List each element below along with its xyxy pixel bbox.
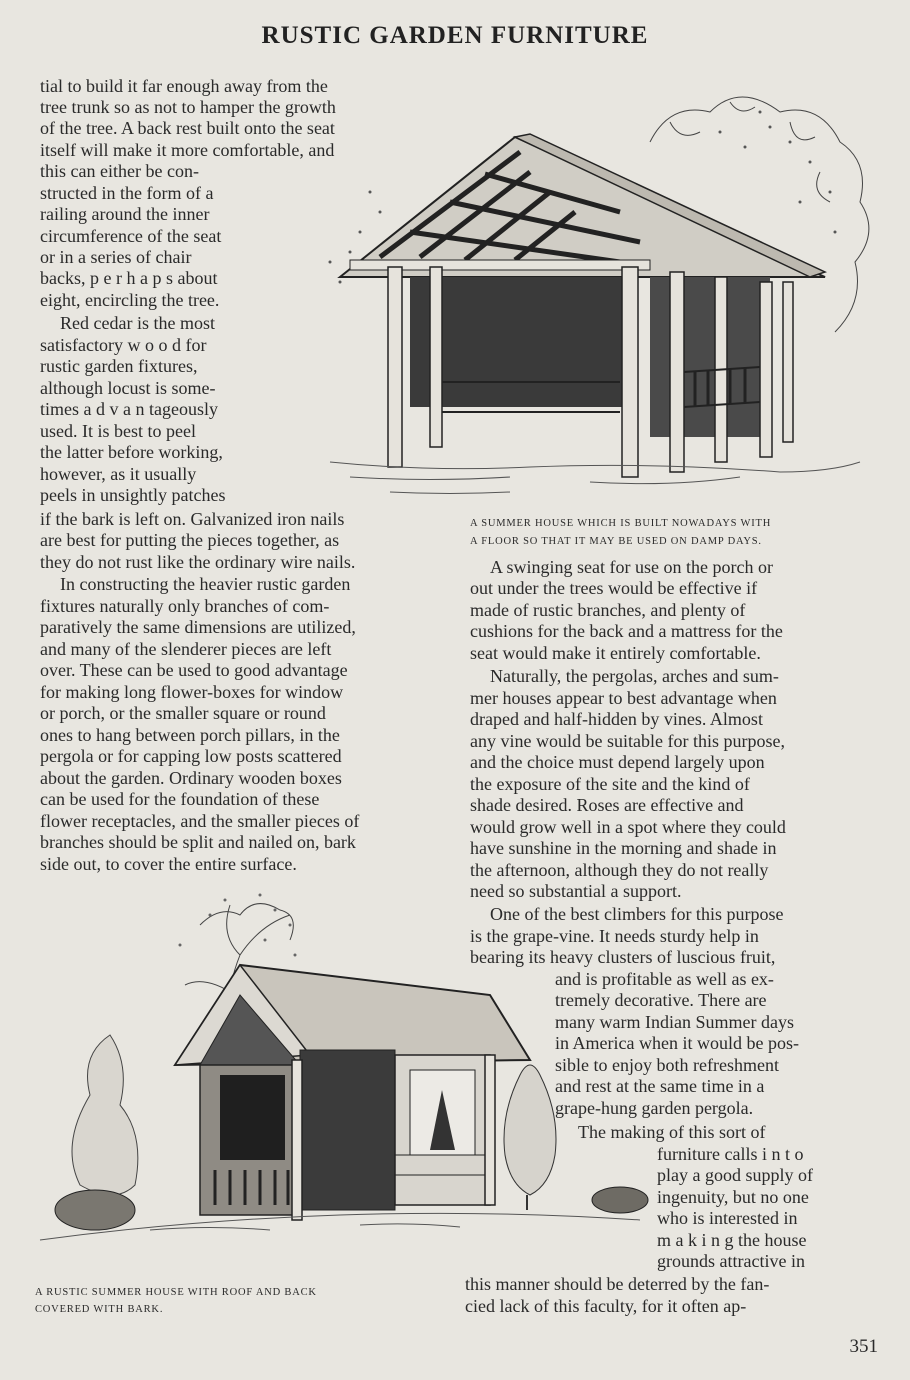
text-line: rustic garden fixtures, <box>40 356 198 376</box>
text-line: over. These can be used to good advantage <box>40 660 348 680</box>
text-line: draped and half-hidden by vines. Almost <box>470 709 763 729</box>
text-line: A swinging seat for use on the porch or <box>490 557 773 577</box>
text-line: side out, to cover the entire surface. <box>40 854 297 874</box>
text-line: cied lack of this faculty, for it often ap- <box>465 1296 747 1316</box>
text-line: the afternoon, although they do not really <box>470 860 769 880</box>
text-line: and many of the slenderer pieces are left <box>40 639 332 659</box>
text-line: shade desired. Roses are effective and <box>470 795 744 815</box>
text-line: structed in the form of a <box>40 183 214 203</box>
rustic-summer-house-illustration <box>30 885 650 1265</box>
text-line: Naturally, the pergolas, arches and sum- <box>490 666 779 686</box>
text-line: and is profitable as well as ex- <box>555 969 774 989</box>
text-line: ones to hang between porch pillars, in the <box>40 725 340 745</box>
text-line: ingenuity, but no one <box>657 1187 809 1207</box>
text-line: peels in unsightly patches <box>40 485 226 505</box>
text-line: many warm Indian Summer days <box>555 1012 794 1032</box>
text-line: Red cedar is the most <box>60 313 215 333</box>
text-line: cushions for the back and a mattress for the <box>470 621 783 641</box>
text-line: they do not rust like the ordinary wire nails. <box>40 552 356 572</box>
text-line: grounds attractive in <box>657 1251 805 1271</box>
text-line: seat would make it entirely comfortable. <box>470 643 761 663</box>
text-line: circumference of the seat <box>40 226 222 246</box>
text-line: have sunshine in the morning and shade in <box>470 838 777 858</box>
text-line: or porch, or the smaller square or round <box>40 703 326 723</box>
text-line: paratively the same dimensions are utilized, <box>40 617 356 637</box>
text-line: made of rustic branches, and plenty of <box>470 600 746 620</box>
page-title: RUSTIC GARDEN FURNITURE <box>261 22 649 49</box>
text-line: for making long flower-boxes for window <box>40 682 344 702</box>
text-line: this manner should be deterred by the fan- <box>465 1274 770 1294</box>
text-line: however, as it usually <box>40 464 197 484</box>
text-line: although locust is some- <box>40 378 216 398</box>
page-number: 351 <box>849 1336 878 1357</box>
text-line: pergola or for capping low posts scattered <box>40 746 342 766</box>
text-line: tree trunk so as not to hamper the growth <box>40 97 336 117</box>
text-line: this can either be con- <box>40 161 199 181</box>
text-line: eight, encircling the tree. <box>40 290 220 310</box>
text-line: need so substantial a support. <box>470 881 682 901</box>
text-line: in America when it would be pos- <box>555 1033 799 1053</box>
text-line: is the grape-vine. It needs sturdy help in <box>470 926 759 946</box>
text-line: furniture calls i n t o <box>657 1144 804 1164</box>
text-line: and rest at the same time in a <box>555 1076 765 1096</box>
text-line: itself will make it more comfortable, and <box>40 140 335 160</box>
text-line: if the bark is left on. Galvanized iron nails <box>40 509 345 529</box>
text-line: mer houses appear to best advantage when <box>470 688 777 708</box>
figure-caption: A SUMMER HOUSE WHICH IS BUILT NOWADAYS WITH <box>470 518 772 529</box>
text-line: railing around the inner <box>40 204 210 224</box>
text-line: bearing its heavy clusters of luscious fruit, <box>470 947 776 967</box>
text-line: grape-hung garden pergola. <box>555 1098 754 1118</box>
text-line: are best for putting the pieces together, as <box>40 530 340 550</box>
text-line: used. It is best to peel <box>40 421 196 441</box>
text-line: In constructing the heavier rustic garden <box>60 574 351 594</box>
text-line: about the garden. Ordinary wooden boxes <box>40 768 342 788</box>
text-line: tial to build it far enough away from the <box>40 76 328 96</box>
text-line: of the tree. A back rest built onto the seat <box>40 118 335 138</box>
text-line: tremely decorative. There are <box>555 990 767 1010</box>
text-line: any vine would be suitable for this purpose, <box>470 731 785 751</box>
text-line: backs, p e r h a p s about <box>40 268 218 288</box>
figure-caption: COVERED WITH BARK. <box>35 1304 164 1315</box>
text-line: satisfactory w o o d for <box>40 335 207 355</box>
text-line: fixtures naturally only branches of com- <box>40 596 330 616</box>
text-line: sible to enjoy both refreshment <box>555 1055 779 1075</box>
text-line: flower receptacles, and the smaller pieces of <box>40 811 360 831</box>
text-line: branches should be split and nailed on, bark <box>40 832 356 852</box>
text-line: would grow well in a spot where they could <box>470 817 786 837</box>
text-line: One of the best climbers for this purpose <box>490 904 784 924</box>
text-line: m a k i n g the house <box>657 1230 807 1250</box>
text-line: times a d v a n tageously <box>40 399 218 419</box>
figure-caption: A RUSTIC SUMMER HOUSE WITH ROOF AND BACK <box>35 1287 317 1298</box>
text-line: or in a series of chair <box>40 247 192 267</box>
text-line: the latter before working, <box>40 442 223 462</box>
text-line: The making of this sort of <box>578 1122 766 1142</box>
text-line: play a good supply of <box>657 1165 813 1185</box>
text-line: out under the trees would be effective if <box>470 578 758 598</box>
text-line: who is interested in <box>657 1208 798 1228</box>
text-line: the exposure of the site and the kind of <box>470 774 750 794</box>
summer-house-with-floor-illustration <box>290 82 890 502</box>
text-line: and the choice must depend largely upon <box>470 752 765 772</box>
figure-caption: A FLOOR SO THAT IT MAY BE USED ON DAMP DAYS. <box>470 536 762 547</box>
text-line: can be used for the foundation of these <box>40 789 320 809</box>
